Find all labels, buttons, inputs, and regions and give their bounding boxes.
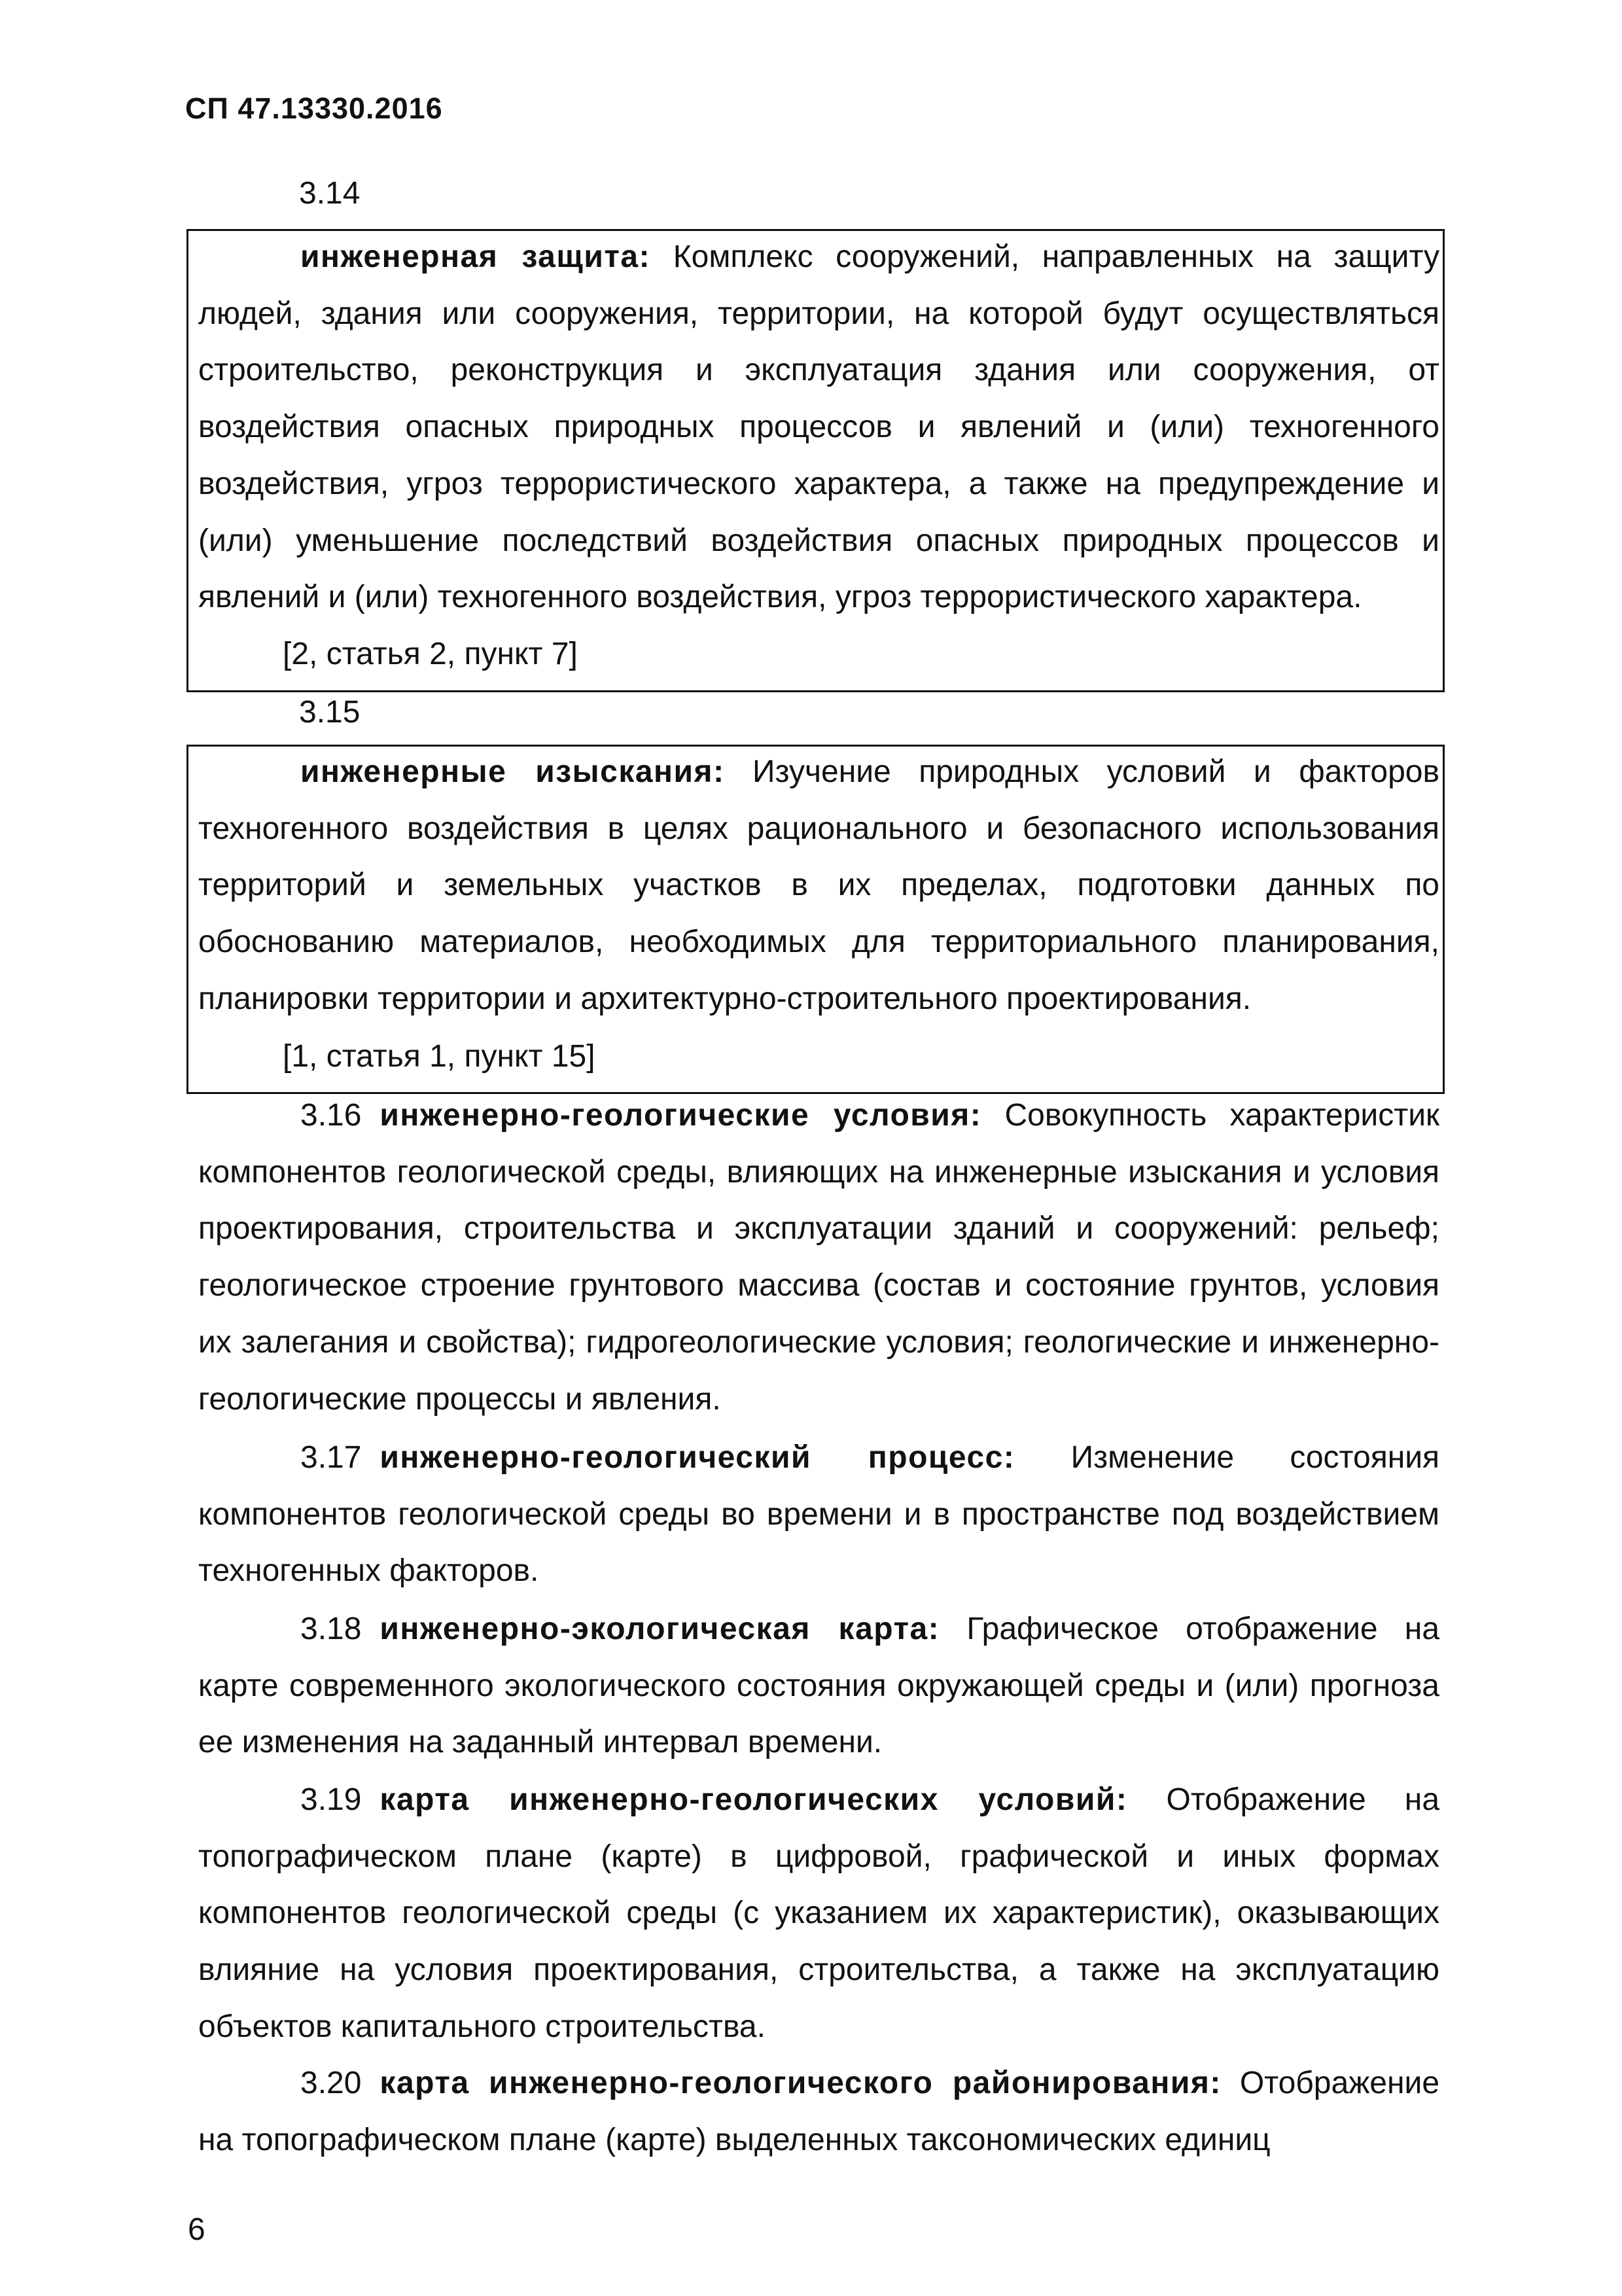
term-definition: Отображение на топографическом плане (карте) выделенных таксономических единиц xyxy=(198,2066,1440,2157)
term-paragraph xyxy=(198,1601,1439,1771)
term-definition: Отображение на топографическом плане (карте) в цифровой, графической и иных формах компонентов геологической среды (с указанием их характеристик), оказывающих влияние на условия проектирования, строительства, а также на эксплуатацию объектов капитального строительства. xyxy=(198,1782,1440,2044)
term-definition: Изучение природных условий и факторов техногенного воздействия в целях рационального и безопасного использования территорий и земельных участков в их пределах, подготовки данных по обоснованию материалов, необходимых для территориального планирования, планировки территории и архитектурно-строительного проектирования. xyxy=(198,754,1439,1016)
term-number: 3.17 xyxy=(300,1440,362,1475)
term-definition: Комплекс сооружений, направленных на защиту людей, здания или сооружения, территории, на которой будут осуществляться строительство, реконструкция и эксплуатация здания или сооружения, от воздействия опасных природных процессов и явлений и (или) техногенного воздействия, угроз террористического характера, а также на предупреждение и (или) уменьшение последствий воздействия опасных природных процессов и явлений и (или) техногенного воздействия, угроз террористического характера. xyxy=(198,239,1439,615)
term-number: 3.14 xyxy=(299,176,361,211)
document-code: СП 47.13330.2016 xyxy=(185,92,443,125)
term-title: инженерно-геологические условия: xyxy=(379,1098,982,1133)
term-title: карта инженерно-геологического районирования: xyxy=(379,2066,1222,2100)
term-definition: Графическое отображение на карте современного экологического состояния окружающей среды и (или) прогноза ее изменения на заданный интервал времени. xyxy=(198,1612,1440,1760)
term-source: [2, статья 2, пункт 7] xyxy=(283,637,578,671)
term-title: инженерные изыскания: xyxy=(300,754,725,789)
term-number: 3.18 xyxy=(300,1612,362,1646)
term-paragraph xyxy=(198,229,1439,626)
term-paragraph xyxy=(198,1087,1439,1428)
term-title: инженерно-экологическая карта: xyxy=(379,1612,940,1646)
term-number: 3.15 xyxy=(299,695,361,730)
term-paragraph xyxy=(198,1430,1439,1600)
term-source: [1, статья 1, пункт 15] xyxy=(283,1039,595,1074)
page-number: 6 xyxy=(188,2212,205,2247)
term-paragraph xyxy=(198,744,1439,1028)
term-definition: Совокупность характеристик компонентов геологической среды, влияющих на инженерные изыскания и условия проектирования, строительства и эксплуатации зданий и сооружений: рельеф; геологическое строение грунтового массива (состав и состояние грунтов, условия их залегания и свойства); гидрогеологические условия; геологические и инженерно-геологические процессы и явления. xyxy=(198,1098,1440,1417)
term-paragraph xyxy=(198,2055,1439,2168)
term-definition: Изменение состояния компонентов геологической среды во времени и в пространстве под воздействием техногенных факторов. xyxy=(198,1440,1440,1589)
term-number: 3.19 xyxy=(300,1782,362,1817)
term-title: инженерно-геологический процесс: xyxy=(379,1440,1015,1475)
term-title: карта инженерно-геологических условий: xyxy=(379,1782,1128,1817)
term-title: инженерная защита: xyxy=(300,239,651,274)
term-number: 3.20 xyxy=(300,2066,362,2100)
term-paragraph xyxy=(198,1772,1439,2056)
term-number: 3.16 xyxy=(300,1098,362,1133)
